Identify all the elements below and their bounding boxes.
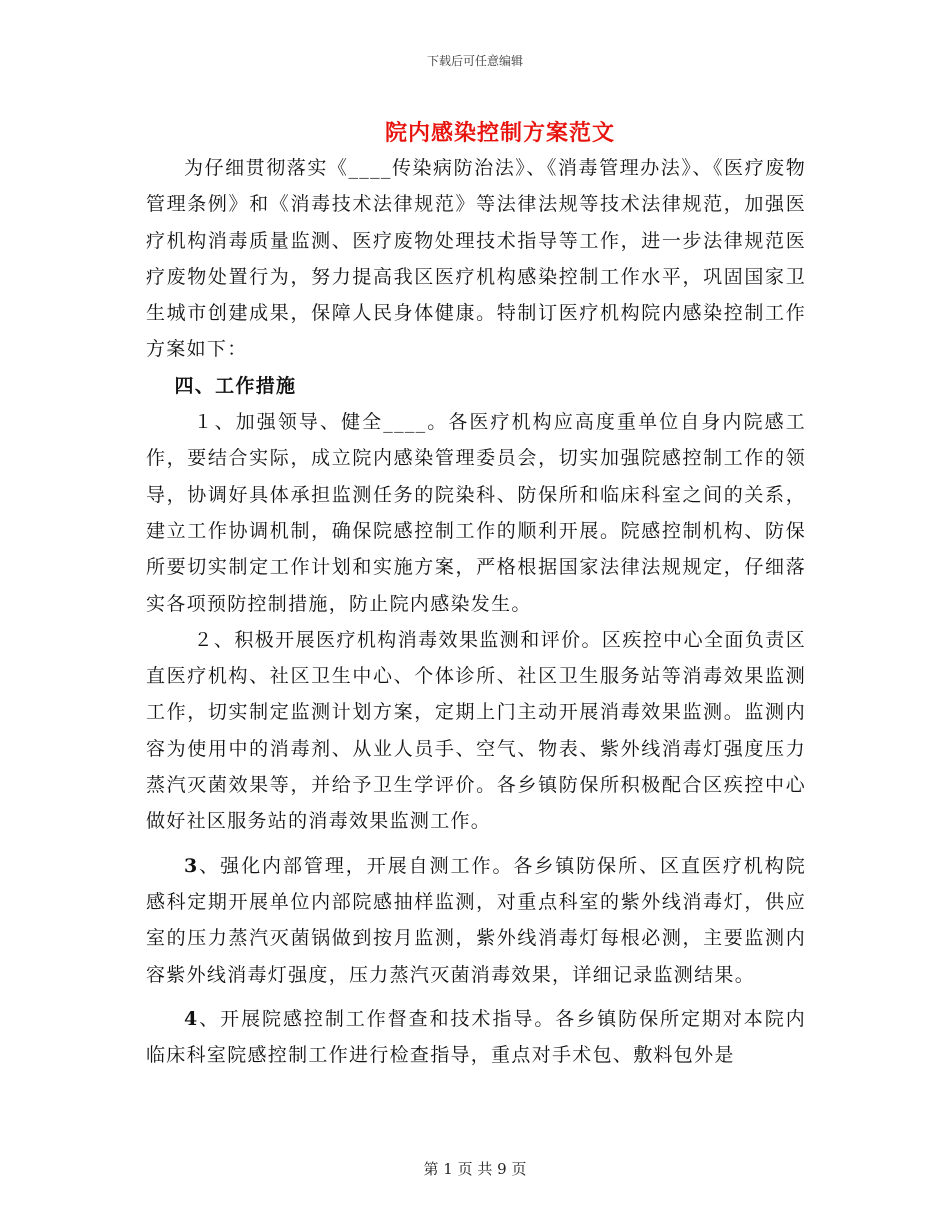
measure-item-2	[146, 622, 806, 840]
page-footer-number: 第 1 页 共 9 页	[423, 1160, 527, 1178]
measure-item-3-text: 、强化内部管理，开展自测工作。各乡镇防保所、区直医疗机构院感科定期开展单位内部院感抽样监测，对重点科室的紫外线消毒灯，供应室的压力蒸汽灭菌锅做到按月监测，紫外线消毒灯每根必测，主要监测内容紫外线消毒灯强度，压力蒸汽灭菌消毒效果，详细记录监测结果。	[146, 854, 806, 986]
measure-item-2-number: ２	[193, 628, 214, 651]
measure-item-3	[146, 848, 806, 993]
measure-item-1-number: １	[193, 411, 215, 434]
document-body	[146, 150, 806, 1073]
document-title: 院内感染控制方案范文	[384, 120, 615, 146]
measure-item-2-text: 、积极开展医疗机构消毒效果监测和评价。区疾控中心全面负责区直医疗机构、社区卫生中心、个体诊所、社区卫生服务站等消毒效果监测工作，切实制定监测计划方案，定期上门主动开展消毒效果监测。监测内容为使用中的消毒剂、从业人员手、空气、物表、紫外线消毒灯强度压力蒸汽灭菌效果等，并给予卫生学评价。各乡镇防保所积极配合区疾控中心做好社区服务站的消毒效果监测工作。	[146, 628, 806, 833]
page-header-note: 下载后可任意编辑	[426, 54, 523, 68]
measure-item-3-number: 3	[184, 854, 199, 877]
measure-item-4	[146, 1001, 806, 1074]
section-heading: 四、工作措施	[174, 374, 297, 397]
intro-paragraph: 为仔细贯彻落实《____传染病防治法》、《消毒管理办法》、《医疗废物管理条例》和《消毒技术法律规范》等法律法规等技术法律规范，加强医疗机构消毒质量监测、医疗废物处理技术指导等工作，进一步法律规范医疗废物处置行为，努力提高我区医疗机构感染控制工作水平，巩固国家卫生城市创建成果，保障人民身体健康。特制订医疗机构院内感染控制工作方案如下：	[146, 157, 806, 361]
measure-item-4-number: 4	[184, 1007, 199, 1030]
measure-item-1-text: 、加强领导、健全____。各医疗机构应高度重单位自身内院感工作，要结合实际，成立院内感染管理委员会，切实加强院感控制工作的领导，协调好具体承担监测任务的院染科、防保所和临床科室之间的关系，建立工作协调机制，确保院感控制工作的顺利开展。院感控制机构、防保所要切实制定工作计划和实施方案，严格根据国家法律法规规定，仔细落实各项预防控制措施，防止院内感染发生。	[146, 411, 806, 615]
measure-item-4-text: 、开展院感控制工作督查和技术指导。各乡镇防保所定期对本院内临床科室院感控制工作进行检查指导，重点对手术包、敷料包外是	[146, 1007, 806, 1067]
measure-item-1	[146, 404, 806, 622]
